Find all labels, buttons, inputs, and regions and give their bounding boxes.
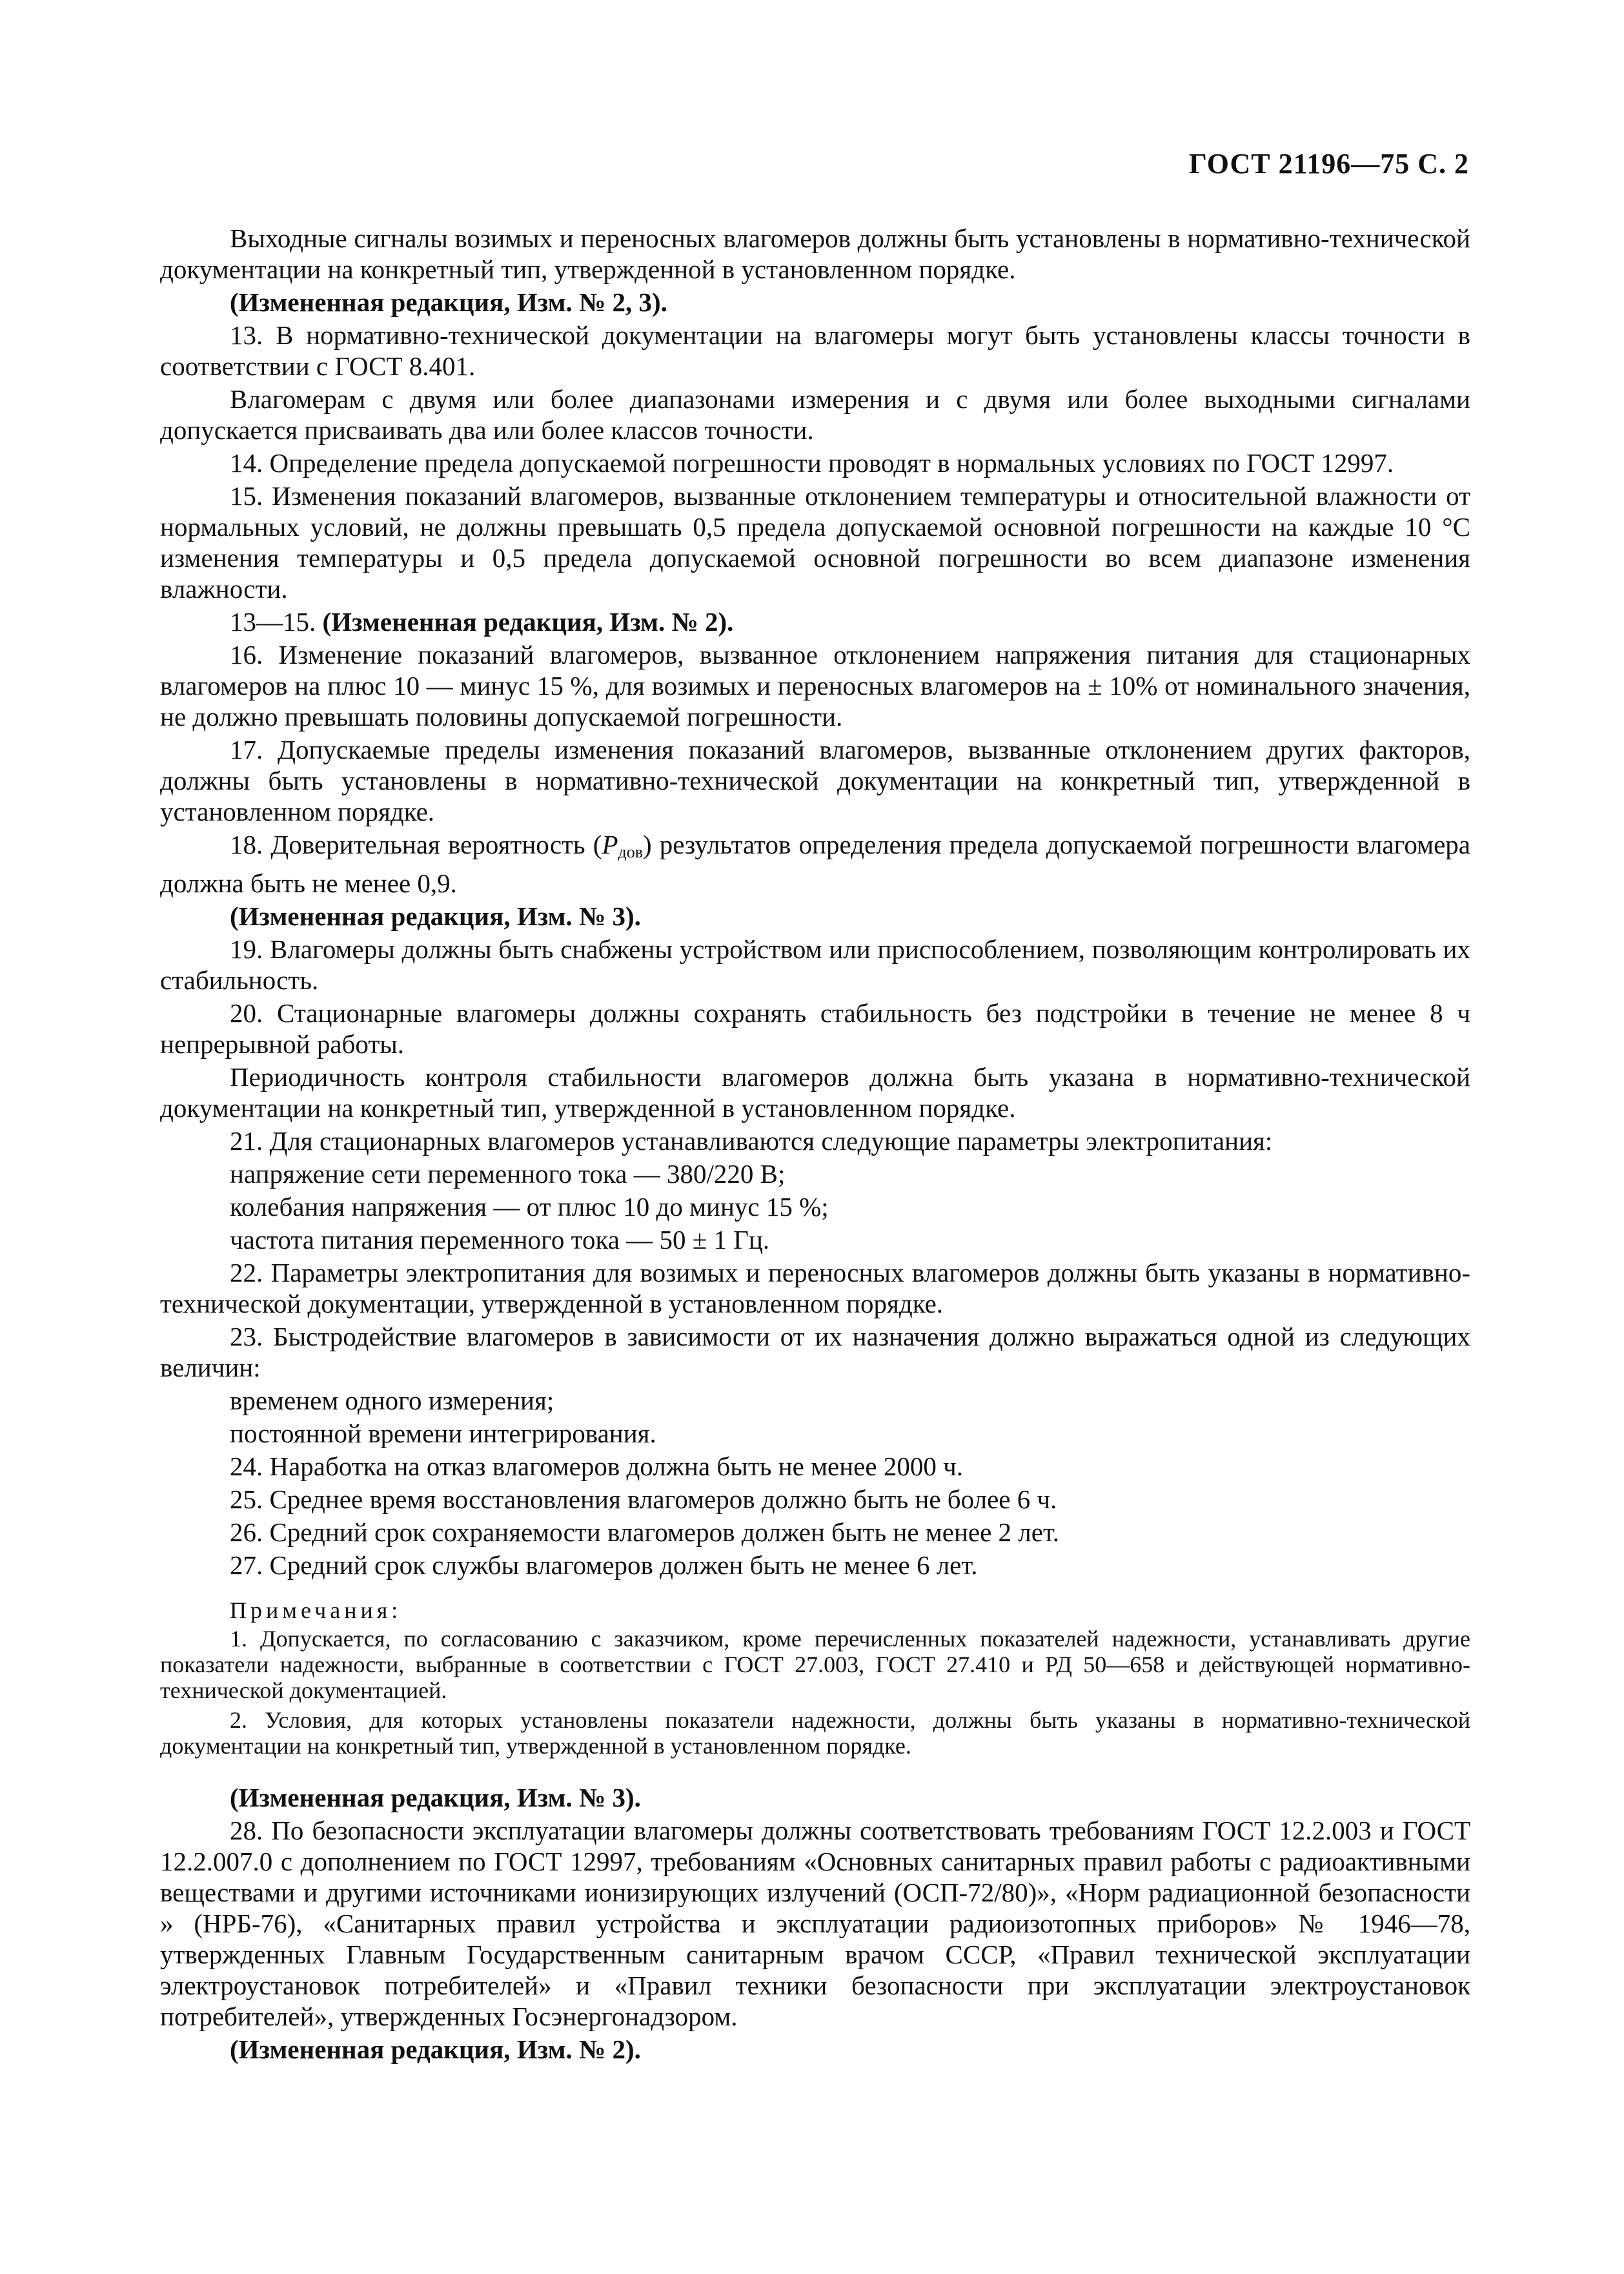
page-header: ГОСТ 21196—75 С. 2	[1188, 148, 1469, 179]
paragraph-13: 13. В нормативно-технической документации на влагомеры могут быть установлены классы точности в соответствии с ГОСТ 8.401.	[160, 320, 1470, 381]
amendment-note: (Измененная редакция, Изм. № 3).	[230, 901, 641, 931]
paragraph-13-continued: Влагомерам с двумя или более диапазонами измерения и с двумя или более выходными сигналами допускается присваивать два или более классов точности.	[160, 384, 1470, 445]
paragraph-27: 27. Средний срок службы влагомеров должен быть не менее 6 лет.	[230, 1550, 978, 1580]
power-param-voltage: напряжение сети переменного тока — 380/220 В;	[230, 1159, 786, 1189]
paragraph-17: 17. Допускаемые пределы изменения показаний влагомеров, вызванные отклонением других факторов, должны быть установлены в нормативно-технической документации на конкретный тип, утвержденной в установленном порядке.	[160, 735, 1470, 826]
paragraph-18-end: ) результатов определения предела допускаемой погрешности влагомера должна быть не менее 0,9.	[160, 830, 1470, 898]
paragraph-23: 23. Быстродействие влагомеров в зависимости от их назначения должно выражаться одной из следующих величин:	[160, 1322, 1470, 1382]
paragraph-19: 19. Влагомеры должны быть снабжены устройством или приспособлением, позволяющим контролировать их стабильность.	[160, 934, 1470, 995]
amendment-note: (Измененная редакция, Изм. № 3).	[230, 1783, 641, 1812]
paragraph-26: 26. Средний срок сохраняемости влагомеров должен быть не менее 2 лет.	[230, 1517, 1060, 1547]
paragraph-output-signals: Выходные сигналы возимых и переносных влагомеров должны быть установлены в нормативно-технической документации на конкретный тип, утвержденной в установленном порядке.	[160, 223, 1470, 284]
speed-option-single-measurement: временем одного измерения;	[230, 1386, 554, 1415]
power-param-fluctuation: колебания напряжения — от плюс 10 до минус 15 %;	[230, 1192, 829, 1222]
paragraph-18	[160, 829, 1470, 899]
paragraph-24: 24. Наработка на отказ влагомеров должна быть не менее 2000 ч.	[230, 1451, 963, 1481]
paragraph-21: 21. Для стационарных влагомеров устанавливаются следующие параметры электропитания:	[230, 1126, 1273, 1156]
paragraph-22: 22. Параметры электропитания для возимых и переносных влагомеров должны быть указаны в нормативно-технической документации, утвержденной в установленном порядке.	[160, 1258, 1470, 1318]
note-2: 2. Условия, для которых установлены показатели надежности, должны быть указаны в нормативно-технической документации на конкретный тип, утвержденной в установленном порядке.	[160, 1707, 1470, 1759]
amendment-range: 13—15.	[230, 607, 323, 637]
paragraph-14: 14. Определение предела допускаемой погрешности проводят в нормальных условиях по ГОСТ 12997.	[230, 448, 1394, 478]
paragraph-18-start: 18. Доверительная вероятность (	[230, 830, 602, 859]
paragraph-25: 25. Среднее время восстановления влагомеров должно быть не более 6 ч.	[230, 1484, 1057, 1514]
document-body	[160, 223, 1470, 2067]
paragraph-20-continued: Периодичность контроля стабильности влагомеров должна быть указана в нормативно-технической документации на конкретный тип, утвержденной в установленном порядке.	[160, 1062, 1470, 1123]
paragraph-28: 28. По безопасности эксплуатации влагомеры должны соответствовать требованиям ГОСТ 12.2.003 и ГОСТ 12.2.007.0 с дополнением по ГОСТ 12997, требованиям «Основных санитарных правил работы с радиоактивными веществами и другими источниками ионизирующих излучений (ОСП-72/80)», «Норм радиационной безопасности » (НРБ-76), «Санитарных правил устройства и эксплуатации радиоизотопных приборов» № 1946—78, утвержденных Главным Государственным санитарным врачом СССР, «Правил технической эксплуатации электроустановок потребителей» и «Правил техники безопасности при эксплуатации электроустановок потребителей», утвержденных Госэнергонадзором.	[160, 1816, 1470, 2031]
paragraph-20: 20. Стационарные влагомеры должны сохранять стабильность без подстройки в течение не менее 8 ч непрерывной работы.	[160, 998, 1470, 1059]
paragraph-16: 16. Изменение показаний влагомеров, вызванное отклонением напряжения питания для стационарных влагомеров на плюс 10 — минус 15 %, для возимых и переносных влагомеров на ± 10% от номинального значения, не должно превышать половины допускаемой погрешности.	[160, 640, 1470, 732]
probability-subscript: дов	[618, 843, 643, 861]
probability-symbol: P	[602, 830, 618, 859]
amendment-text: (Измененная редакция, Изм. № 2).	[322, 607, 734, 637]
note-1: 1. Допускается, по согласованию с заказчиком, кроме перечисленных показателей надежности, устанавливать другие показатели надежности, выбранные в соответствии с ГОСТ 27.003, ГОСТ 27.410 и РД 50—658 и действующей нормативно-технической документацией.	[160, 1626, 1470, 1703]
amendment-note-final: (Измененная редакция, Изм. № 2).	[230, 2034, 641, 2064]
amendment-note-13-15	[160, 606, 1470, 637]
paragraph-15: 15. Изменения показаний влагомеров, вызванные отклонением температуры и относительной влажности от нормальных условий, не должны превышать 0,5 предела допускаемой основной погрешности на каждые 10 °С изменения температуры и 0,5 предела допускаемой основной погрешности во всем диапазоне изменения влажности.	[160, 481, 1470, 604]
amendment-note: (Измененная редакция, Изм. № 2, 3).	[230, 287, 667, 317]
speed-option-time-constant: постоянной времени интегрирования.	[230, 1419, 656, 1448]
notes-title: Примечания:	[230, 1597, 402, 1623]
power-param-frequency: частота питания переменного тока — 50 ± 1 Гц.	[230, 1225, 770, 1255]
